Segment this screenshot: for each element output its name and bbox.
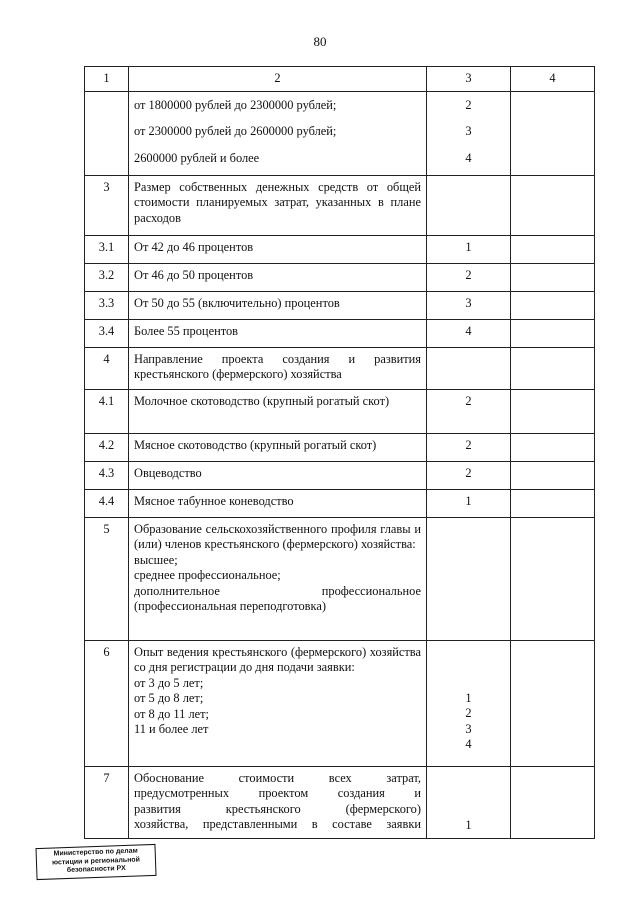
- education-option: высшее;: [134, 552, 178, 567]
- education-option: дополнительное профессиональное: [134, 583, 421, 598]
- table-row: [85, 766, 595, 838]
- column-header: 1: [85, 67, 129, 92]
- justification-line: хозяйства, представленными в составе заявки: [134, 817, 421, 831]
- row-text-cell: [129, 91, 427, 175]
- points-cell: 2: [427, 461, 511, 489]
- empty-cell: [511, 461, 595, 489]
- table-row: [85, 640, 595, 766]
- row-number-cell: 4.3: [85, 461, 129, 489]
- table-row: [85, 319, 595, 347]
- points-value: 4: [465, 737, 472, 751]
- points-cell: 4: [427, 319, 511, 347]
- table-row: [85, 263, 595, 291]
- empty-cell: [511, 347, 595, 389]
- experience-option: от 8 до 11 лет;: [134, 706, 210, 721]
- row-text-cell: [129, 640, 427, 766]
- row-text-cell: Размер собственных денежных средств от общей стоимости планируемых затрат, указанных в плане расходов: [129, 175, 427, 235]
- points-value: 1: [465, 818, 472, 832]
- table-row: [85, 175, 595, 235]
- row-text-cell: От 50 до 55 (включительно) процентов: [129, 291, 427, 319]
- row-number-cell: 4.2: [85, 433, 129, 461]
- table-row: [85, 461, 595, 489]
- empty-cell: [511, 91, 595, 175]
- empty-cell: [511, 489, 595, 517]
- empty-cell: [511, 235, 595, 263]
- points-cell: [427, 640, 511, 766]
- points-cell: 1: [427, 489, 511, 517]
- points-value: 2: [465, 706, 472, 720]
- stamp-line: Министерство по делам: [53, 847, 138, 858]
- row-text-cell: Более 55 процентов: [129, 319, 427, 347]
- row-number-cell: 3: [85, 175, 129, 235]
- row-number-cell: 3.3: [85, 291, 129, 319]
- row-number-cell: 3.1: [85, 235, 129, 263]
- stamp-line: безопасности РХ: [66, 864, 126, 875]
- row-text-cell: Мясное табунное коневодство: [129, 489, 427, 517]
- justification-line: Обоснование стоимости всех затрат,: [134, 770, 421, 785]
- points-cell: [427, 91, 511, 175]
- experience-option: 11 и более лет: [134, 722, 209, 736]
- column-header: 2: [129, 67, 427, 92]
- points-cell: 2: [427, 263, 511, 291]
- column-header: 3: [427, 67, 511, 92]
- table-row: [85, 389, 595, 433]
- education-option: среднее профессиональное;: [134, 568, 281, 582]
- ministry-stamp: [35, 844, 156, 880]
- points-value: 2: [465, 97, 472, 112]
- row-text-cell: Направление проекта создания и развития крестьянского (фермерского) хозяйства: [129, 347, 427, 389]
- row-text-cell: От 42 до 46 процентов: [129, 235, 427, 263]
- points-value: 4: [465, 150, 472, 165]
- row-number-cell: 3.4: [85, 319, 129, 347]
- column-header: 4: [511, 67, 595, 92]
- row-number-cell: 4.1: [85, 389, 129, 433]
- empty-cell: [511, 640, 595, 766]
- empty-cell: [511, 263, 595, 291]
- empty-cell: [511, 175, 595, 235]
- row-text-cell: От 46 до 50 процентов: [129, 263, 427, 291]
- empty-cell: [511, 433, 595, 461]
- points-value: 3: [465, 124, 472, 138]
- points-cell: [427, 347, 511, 389]
- table-row: [85, 291, 595, 319]
- row-number-cell: 7: [85, 766, 129, 838]
- row-number-cell: 3.2: [85, 263, 129, 291]
- points-cell: 2: [427, 433, 511, 461]
- justification-line: развития крестьянского (фермерского): [134, 801, 421, 816]
- row-number-cell: 6: [85, 640, 129, 766]
- stamp-line: юстиции и региональной: [51, 855, 141, 867]
- experience-option: от 3 до 5 лет;: [134, 675, 204, 690]
- empty-cell: [511, 389, 595, 433]
- points-value: 3: [465, 721, 472, 736]
- row-text-cell: Мясное скотоводство (крупный рогатый скот): [129, 433, 427, 461]
- table-row: [85, 489, 595, 517]
- justification-line: предусмотренных проектом создания и: [134, 786, 421, 800]
- row-text-cell: Молочное скотоводство (крупный рогатый скот): [129, 389, 427, 433]
- page-number: 80: [313, 34, 327, 49]
- table-row: [85, 347, 595, 389]
- empty-cell: [511, 766, 595, 838]
- table-row: [85, 517, 595, 640]
- points-cell: 1: [427, 235, 511, 263]
- experience-option: от 5 до 8 лет;: [134, 691, 204, 705]
- amount-range-line: от 1800000 рублей до 2300000 рублей;: [134, 97, 337, 112]
- table-header-row: [85, 67, 595, 92]
- points-cell: [427, 766, 511, 838]
- empty-cell: [511, 517, 595, 640]
- table-row: [85, 235, 595, 263]
- amount-range-line: от 2300000 рублей до 2600000 рублей;: [134, 124, 337, 138]
- criteria-table: [84, 66, 595, 839]
- row-text-cell: [129, 517, 427, 640]
- row-text-cell: Овцеводство: [129, 461, 427, 489]
- points-cell: [427, 517, 511, 640]
- empty-cell: [511, 319, 595, 347]
- row-number-cell: 4.4: [85, 489, 129, 517]
- points-cell: 3: [427, 291, 511, 319]
- points-value: 1: [465, 690, 472, 705]
- education-intro: Образование сельскохозяйственного профиля главы и (или) членов крестьянского (фермерского) хозяйства:: [134, 521, 421, 551]
- table-row: [85, 91, 595, 175]
- experience-intro: Опыт ведения крестьянского (фермерского) хозяйства со дня регистрации до дня подачи заявки:: [134, 644, 421, 674]
- row-number-cell: [85, 91, 129, 175]
- education-option: (профессиональная переподготовка): [134, 599, 326, 613]
- row-number-cell: 4: [85, 347, 129, 389]
- table-row: [85, 433, 595, 461]
- points-cell: [427, 175, 511, 235]
- points-cell: 2: [427, 389, 511, 433]
- row-text-cell: [129, 766, 427, 838]
- empty-cell: [511, 291, 595, 319]
- row-number-cell: 5: [85, 517, 129, 640]
- amount-range-line: 2600000 рублей и более: [134, 150, 260, 165]
